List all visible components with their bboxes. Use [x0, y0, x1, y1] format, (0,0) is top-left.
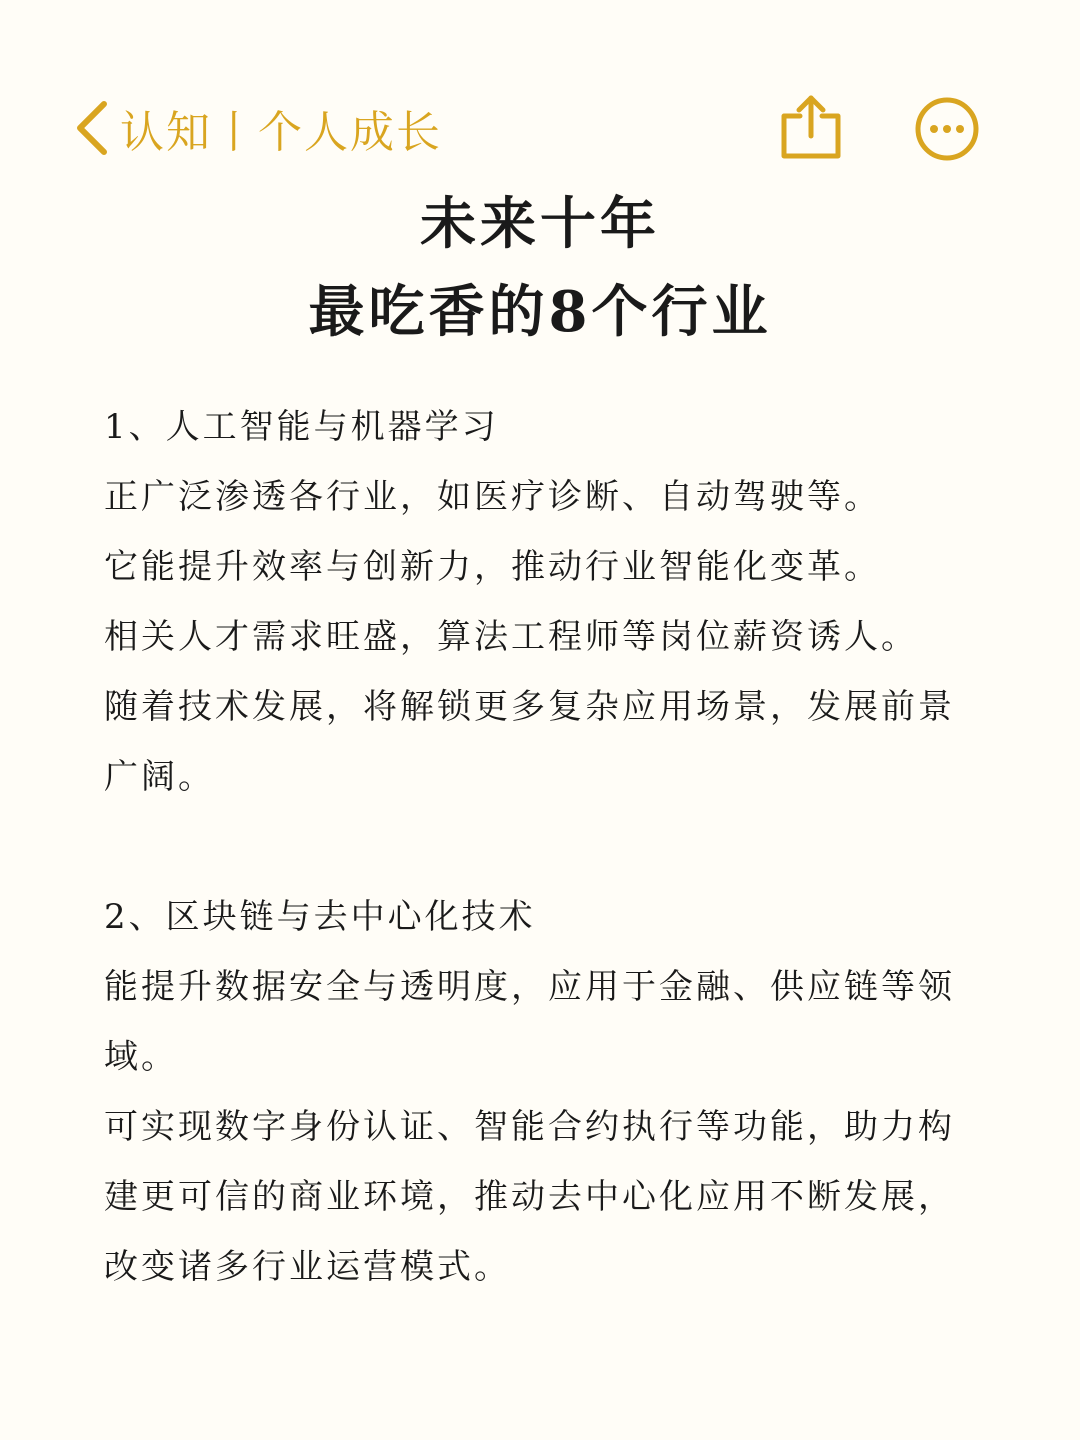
back-button[interactable] [72, 96, 442, 160]
title-line-1: 未来十年 [420, 191, 660, 257]
more-icon[interactable] [914, 96, 980, 162]
paragraph: 相关人才需求旺盛，算法工程师等岗位薪资诱人。 [104, 617, 918, 657]
title-line-2: 最吃香的8个行业 [308, 279, 772, 345]
paragraph: 它能提升效率与创新力，推动行业智能化变革。 [104, 547, 881, 587]
section-ai [104, 392, 984, 812]
paragraph: 能提升数据安全与透明度，应用于金融、供应链等领域。 [104, 967, 955, 1077]
paragraph: 可实现数字身份认证、智能合约执行等功能，助力构建更可信的商业环境，推动去中心化应用不断发展，改变诸多行业运营模式。 [104, 1107, 955, 1287]
share-icon[interactable] [778, 90, 844, 162]
section-heading: 2、区块链与去中心化技术 [104, 897, 536, 937]
section-heading: 1、人工智能与机器学习 [104, 407, 499, 447]
nav-title: 认知丨个人成长 [120, 107, 442, 158]
nav-bar [0, 90, 1080, 170]
article-body [104, 392, 984, 1372]
section-blockchain [104, 882, 984, 1302]
page-title [0, 180, 1080, 356]
paragraph: 正广泛渗透各行业，如医疗诊断、自动驾驶等。 [104, 477, 881, 517]
chevron-left-icon [72, 98, 112, 158]
paragraph: 随着技术发展，将解锁更多复杂应用场景，发展前景广阔。 [104, 687, 955, 797]
